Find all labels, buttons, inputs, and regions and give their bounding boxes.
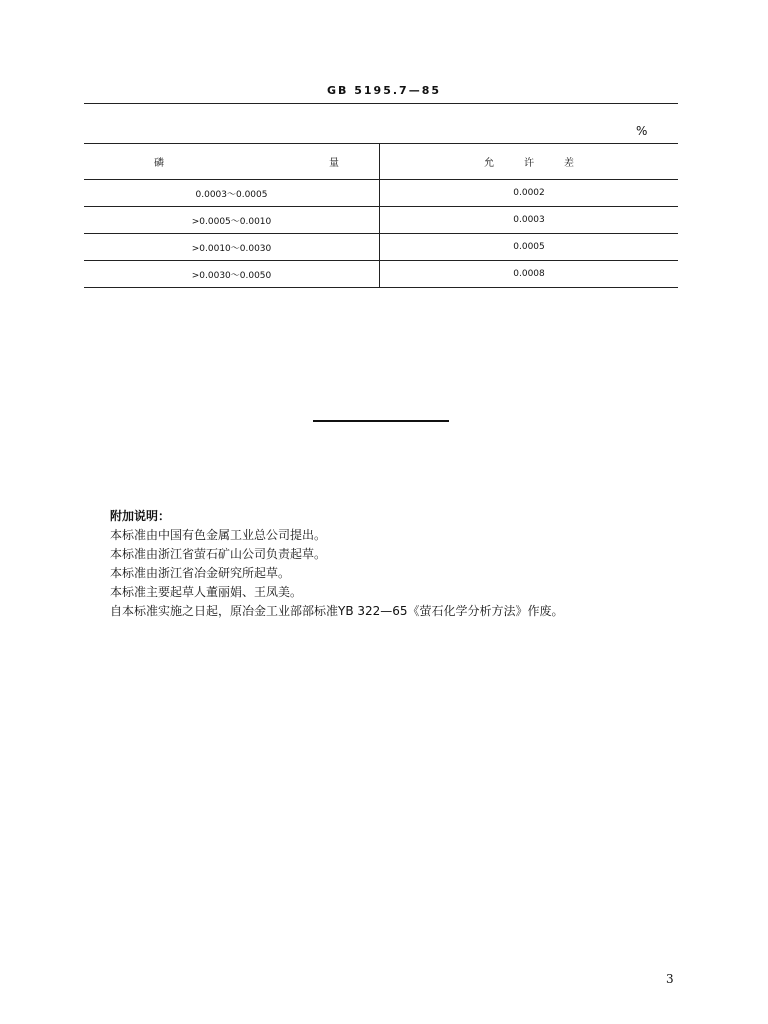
range-cell: >0.0010～0.0030: [84, 234, 380, 261]
tolerance-cell: 0.0003: [380, 207, 679, 234]
header-rule: [84, 103, 678, 104]
table-row: [84, 234, 678, 261]
document-header-code: GB 5195.7—85: [327, 84, 441, 97]
table-row: [84, 207, 678, 234]
column-header-tolerance: [380, 144, 679, 180]
range-cell: >0.0030～0.0050: [84, 261, 380, 288]
note-line: 本标准由浙江省萤石矿山公司负责起草。: [110, 547, 327, 561]
table-row: [84, 180, 678, 207]
column-header-phosphorus-content: [84, 144, 380, 180]
note-line: 本标准由中国有色金属工业总公司提出。: [110, 528, 327, 542]
table-row: [84, 261, 678, 288]
column-header-left-part1: 磷: [154, 158, 164, 169]
additional-notes: [110, 507, 564, 621]
notes-title: 附加说明：: [110, 509, 171, 523]
tolerance-table: [84, 143, 678, 288]
section-end-rule: [313, 420, 449, 422]
note-line: 本标准主要起草人董丽娟、王凤美。: [110, 585, 303, 599]
note-line: 自本标准实施之日起，原冶金工业部部标准YB 322—65《萤石化学分析方法》作废。: [110, 604, 564, 618]
tolerance-cell: 0.0005: [380, 234, 679, 261]
note-line: 本标准由浙江省冶金研究所起草。: [110, 566, 291, 580]
tolerance-cell: 0.0008: [380, 261, 679, 288]
column-header-left-part2: 量: [329, 158, 339, 169]
column-header-right: 允许差: [484, 158, 604, 169]
table-unit: %: [636, 124, 648, 138]
range-cell: >0.0005～0.0010: [84, 207, 380, 234]
page-number: 3: [666, 972, 674, 986]
range-cell: 0.0003～0.0005: [84, 180, 380, 207]
tolerance-cell: 0.0002: [380, 180, 679, 207]
table-header-row: [84, 144, 678, 180]
